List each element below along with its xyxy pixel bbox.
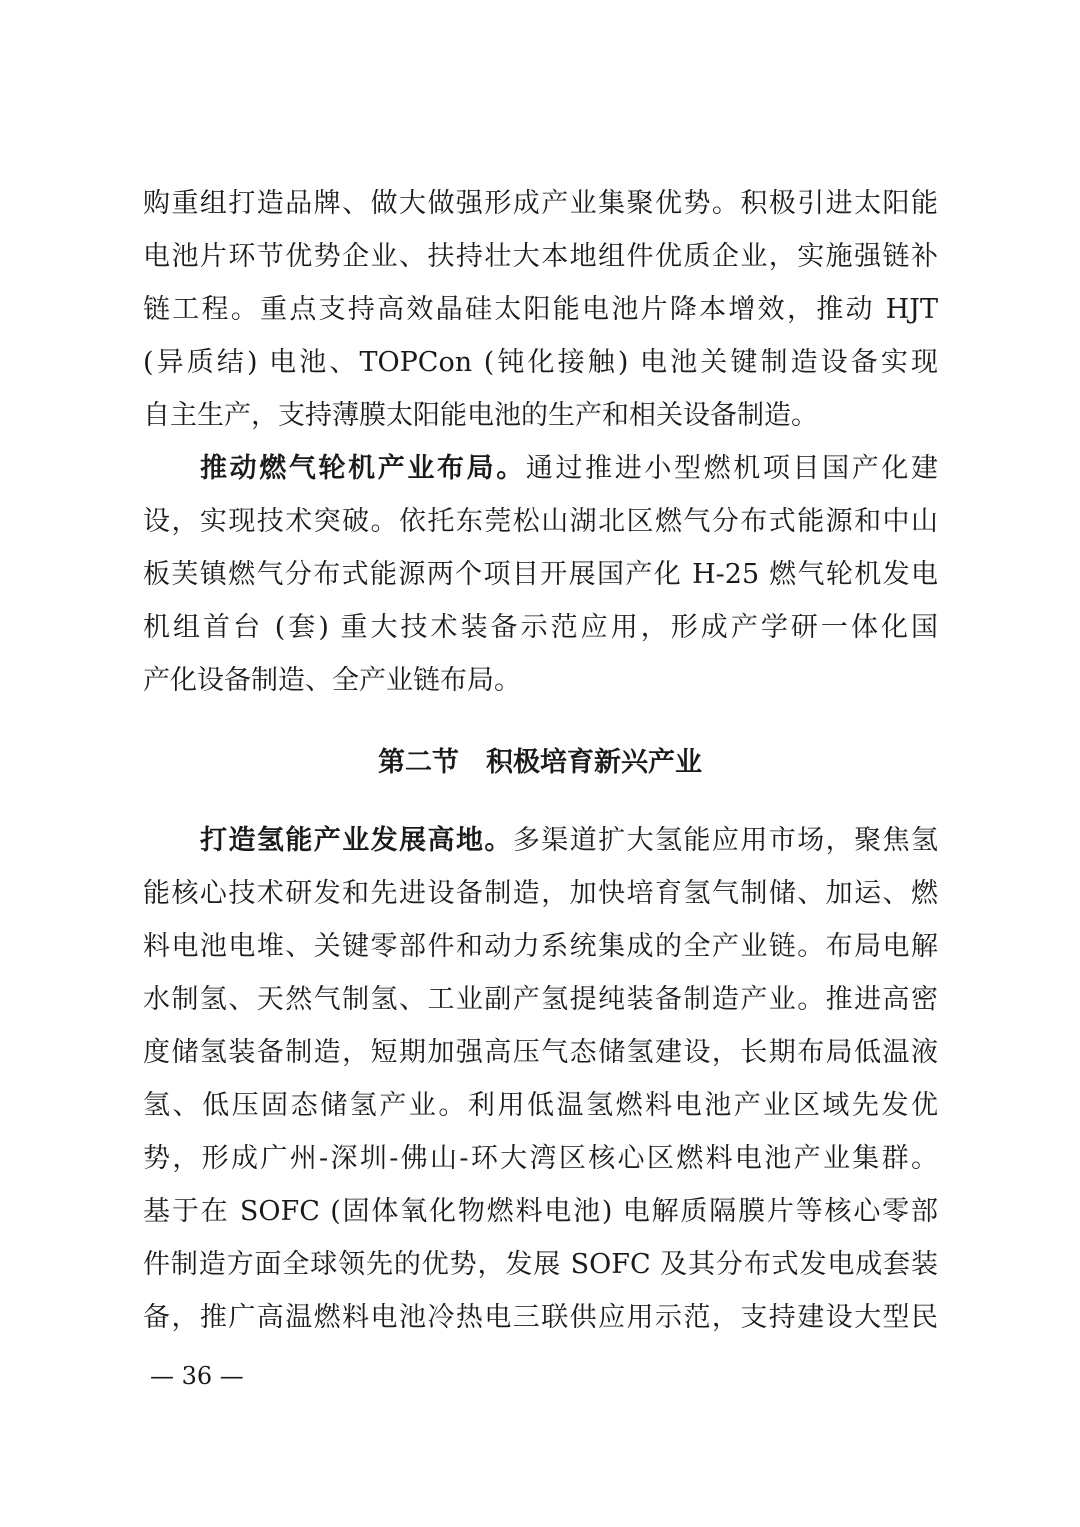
paragraph-line: 板芙镇燃气分布式能源两个项目开展国产化 H-25 燃气轮机发电	[143, 559, 938, 590]
paragraph-lead-title: 推动燃气轮机产业布局。	[200, 453, 526, 484]
paragraph-line: 备，推广高温燃料电池冷热电三联供应用示范，支持建设大型民	[143, 1302, 938, 1333]
paragraph-line: 设，实现技术突破。依托东莞松山湖北区燃气分布式能源和中山	[143, 506, 938, 537]
paragraph-first-line	[200, 451, 938, 487]
paragraph-line: 电池片环节优势企业、扶持壮大本地组件优质企业，实施强链补	[143, 241, 938, 272]
paragraph-line: 料电池电堆、关键零部件和动力系统集成的全产业链。布局电解	[143, 931, 938, 962]
paragraph-line: 氢、低压固态储氢产业。利用低温氢燃料电池产业区域先发优	[143, 1090, 938, 1121]
page-number: — 36 —	[150, 1362, 244, 1390]
paragraph-line: 度储氢装备制造，短期加强高压气态储氢建设，长期布局低温液	[143, 1037, 938, 1068]
paragraph-line: 水制氢、天然气制氢、工业副产氢提纯装备制造产业。推进高密	[143, 984, 938, 1015]
paragraph-text: 通过推进小型燃机项目国产化建	[525, 453, 938, 484]
paragraph-first-line	[200, 823, 938, 859]
paragraph-line: 链工程。重点支持高效晶硅太阳能电池片降本增效，推动 HJT	[143, 294, 938, 325]
section-heading: 第二节 积极培育新兴产业	[378, 747, 702, 778]
paragraph-lead-title: 打造氢能产业发展高地。	[200, 825, 513, 856]
paragraph-line: 产化设备制造、全产业链布局。	[143, 665, 521, 696]
paragraph-line: 件制造方面全球领先的优势，发展 SOFC 及其分布式发电成套装	[143, 1249, 938, 1280]
paragraph-line: 能核心技术研发和先进设备制造，加快培育氢气制储、加运、燃	[143, 878, 938, 909]
paragraph-line: (异质结) 电池、TOPCon (钝化接触) 电池关键制造设备实现	[143, 347, 938, 378]
paragraph-line: 机组首台 (套) 重大技术装备示范应用，形成产学研一体化国	[143, 612, 938, 643]
paragraph-line: 势，形成广州-深圳-佛山-环大湾区核心区燃料电池产业集群。	[143, 1143, 938, 1174]
paragraph-line: 自主生产，支持薄膜太阳能电池的生产和相关设备制造。	[143, 400, 818, 431]
paragraph-line: 基于在 SOFC (固体氧化物燃料电池) 电解质隔膜片等核心零部	[143, 1196, 938, 1227]
paragraph-line: 购重组打造品牌、做大做强形成产业集聚优势。积极引进太阳能	[143, 188, 938, 219]
paragraph-text: 多渠道扩大氢能应用市场，聚焦氢	[512, 825, 939, 856]
